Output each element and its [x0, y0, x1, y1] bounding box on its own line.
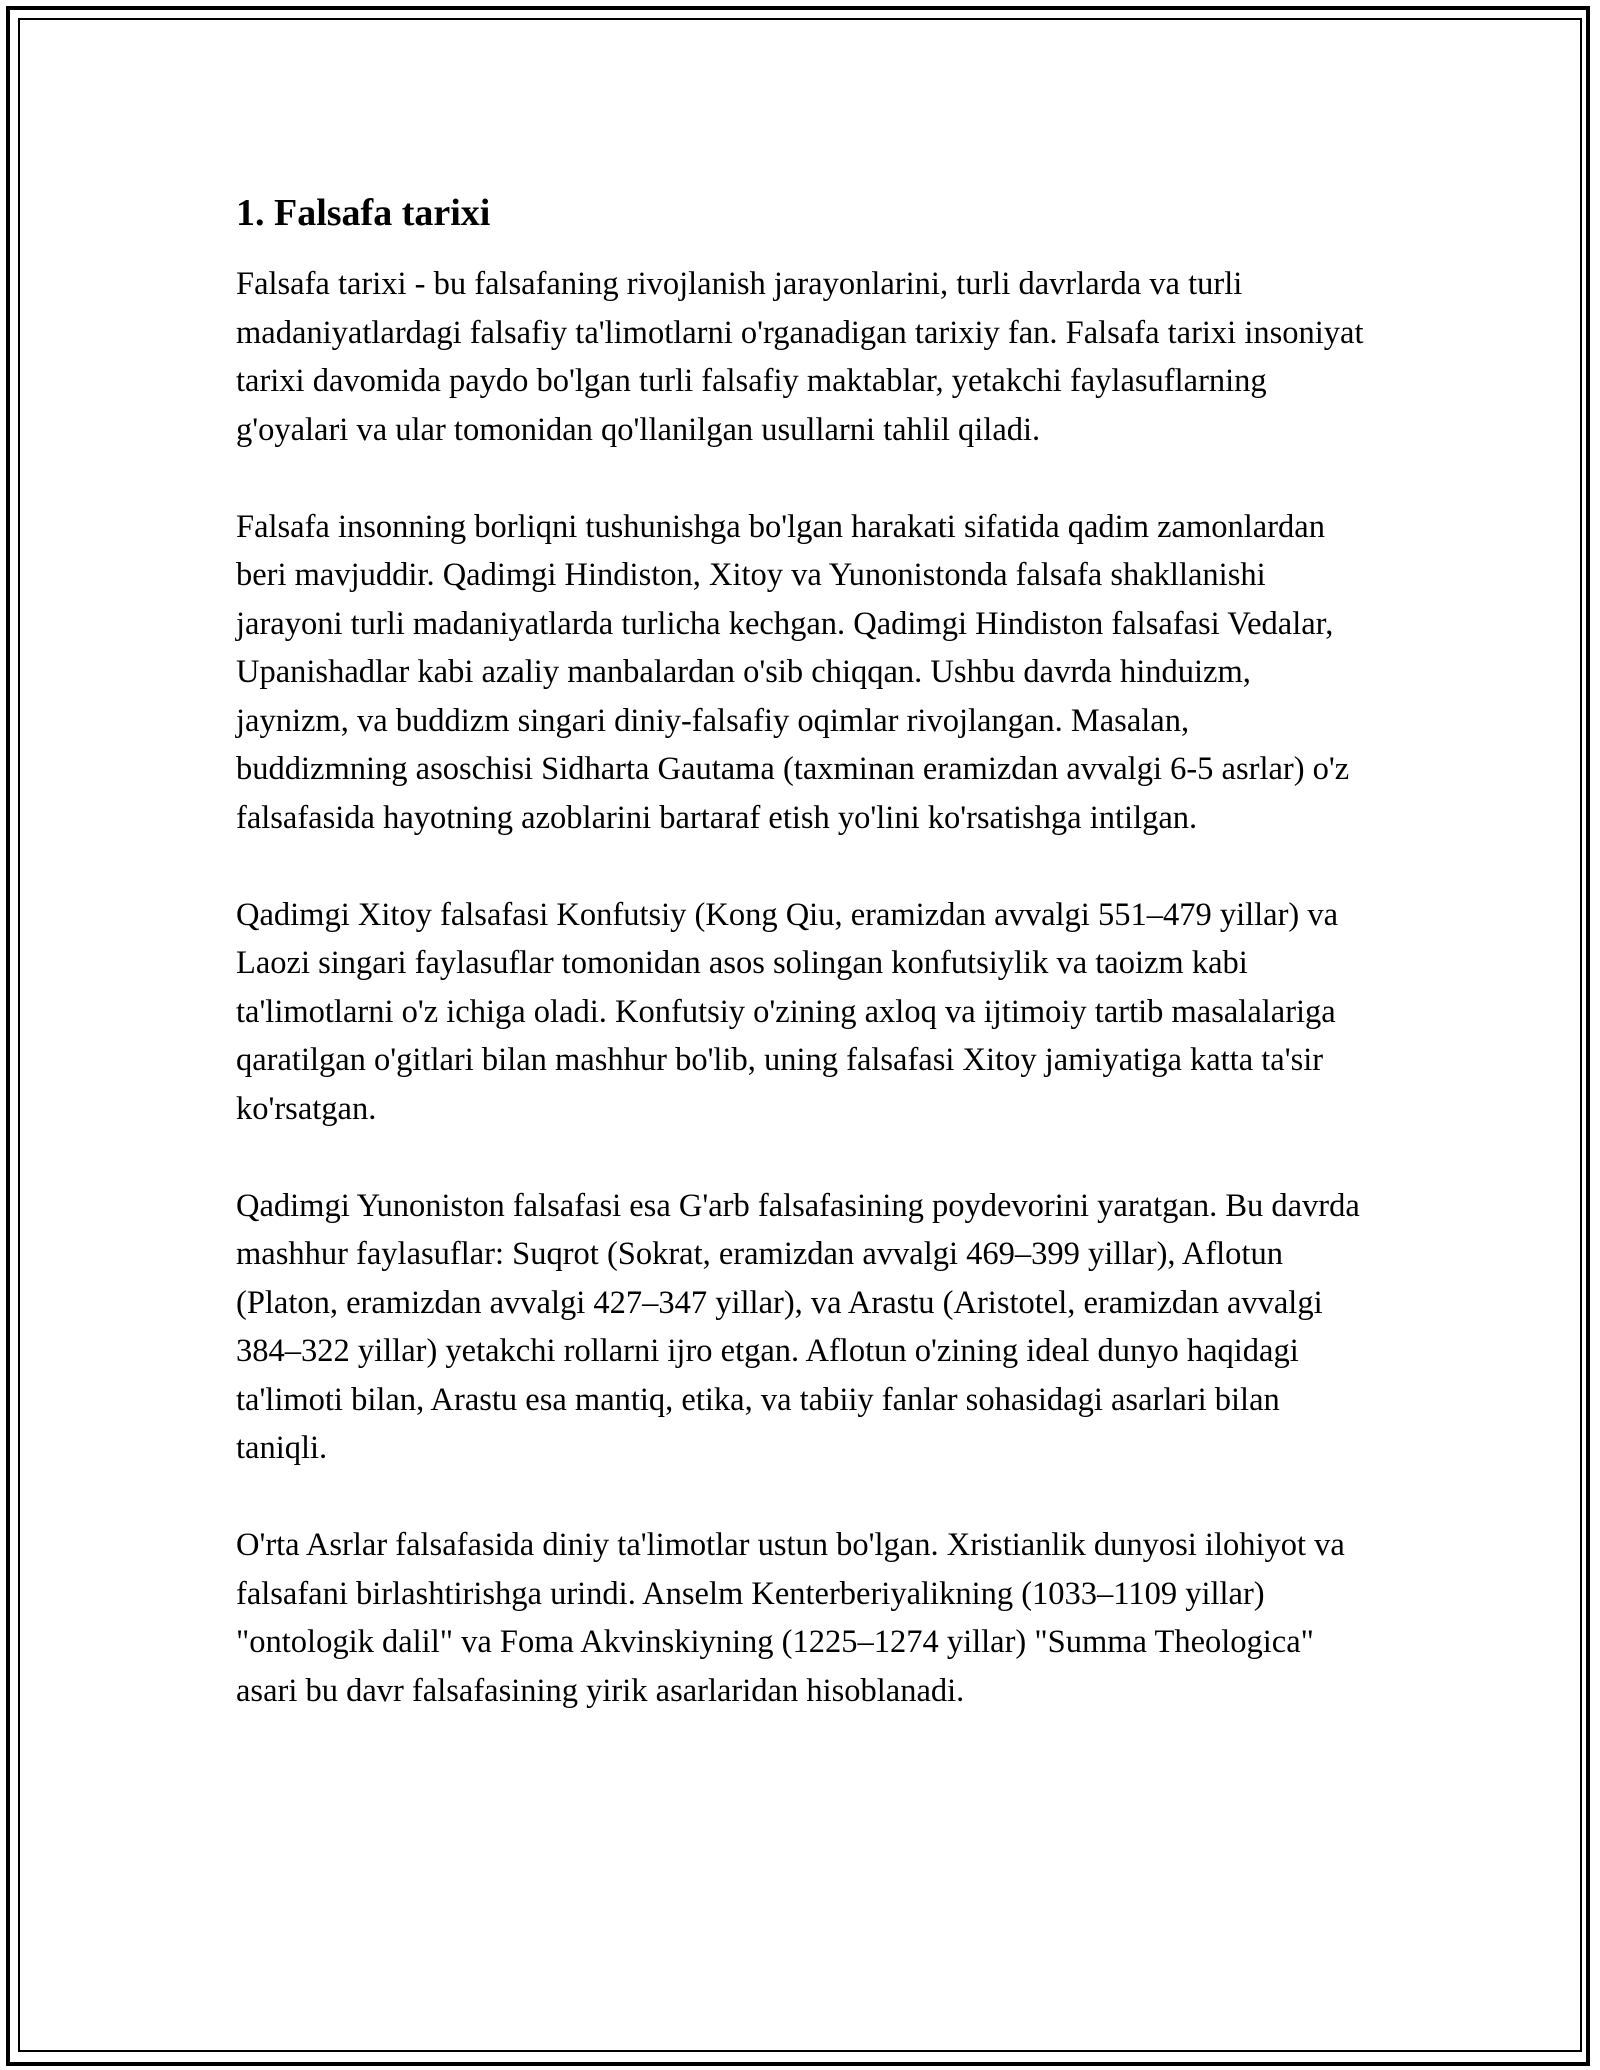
paragraph-intro: Falsafa tarixi - bu falsafaning rivojlanish jarayonlarini, turli davrlarda va turli madaniyatlardagi falsafiy ta'limotlarni o'rganadigan tarixiy fan. Falsafa tarixi insoniyat tarixi davomida paydo bo'lgan turli falsafiy maktablar, yetakchi faylasuflarning g'oyalari va ular tomonidan qo'llanilgan usullarni tahlil qiladi. — [236, 266, 1364, 448]
paragraph-ancient-china: Qadimgi Xitoy falsafasi Konfutsiy (Kong Qiu, eramizdan avvalgi 551–479 yillar) va Laozi singari faylasuflar tomonidan asos solingan konfutsiylik va taoizm kabi ta'limotlarni o'z ichiga oladi. Konfutsiy o'zining axloq va ijtimoiy tartib masalalariga qaratilgan o'gitlari bilan mashhur bo'lib, uning falsafasi Xitoy jamiyatiga katta ta'sir ko'rsatgan. — [236, 896, 1339, 1127]
section-heading: 1. Falsafa tarixi — [236, 192, 491, 234]
paragraph-ancient-greece: Qadimgi Yunoniston falsafasi esa G'arb falsafasining poydevorini yaratgan. Bu davrda mashhur faylasuflar: Suqrot (Sokrat, eramizdan avvalgi 469–399 yillar), Aflotun (Platon, eramizdan avvalgi 427–347 yillar), va Arastu (Aristotel, eramizdan avvalgi 384–322 yillar) yetakchi rollarni ijro etgan. Aflotun o'zining ideal dunyo haqidagi ta'limoti bilan, Arastu esa mantiq, etika, va tabiiy fanlar sohasidagi asarlari bilan taniqli. — [236, 1187, 1360, 1466]
paragraph-ancient-india: Falsafa insonning borliqni tushunishga bo'lgan harakati sifatida qadim zamonlardan beri mavjuddir. Qadimgi Hindiston, Xitoy va Yunonistonda falsafa shakllanishi jarayoni turli madaniyatlarda turlicha kechgan. Qadimgi Hindiston falsafasi Vedalar, Upanishadlar kabi azaliy manbalardan o'sib chiqqan. Ushbu davrda hinduizm, jaynizm, va buddizm singari diniy-falsafiy oqimlar rivojlangan. Masalan, buddizmning asoschisi Sidharta Gautama (taxminan eramizdan avvalgi 6-5 asrlar) o'z falsafasida hayotning azoblarini bartaraf etish yo'lini ko'rsatishga intilgan. — [236, 508, 1350, 836]
paragraph-middle-ages: O'rta Asrlar falsafasida diniy ta'limotlar ustun bo'lgan. Xristianlik dunyosi ilohiyot va falsafani birlashtirishga urindi. Anselm Kenterberiyalikning (1033–1109 yillar) "ontologik dalil" va Foma Akvinskiyning (1225–1274 yillar) "Summa Theologica" asari bu davr falsafasining yirik asarlaridan hisoblanadi. — [236, 1527, 1345, 1709]
document-body — [236, 186, 1366, 1764]
